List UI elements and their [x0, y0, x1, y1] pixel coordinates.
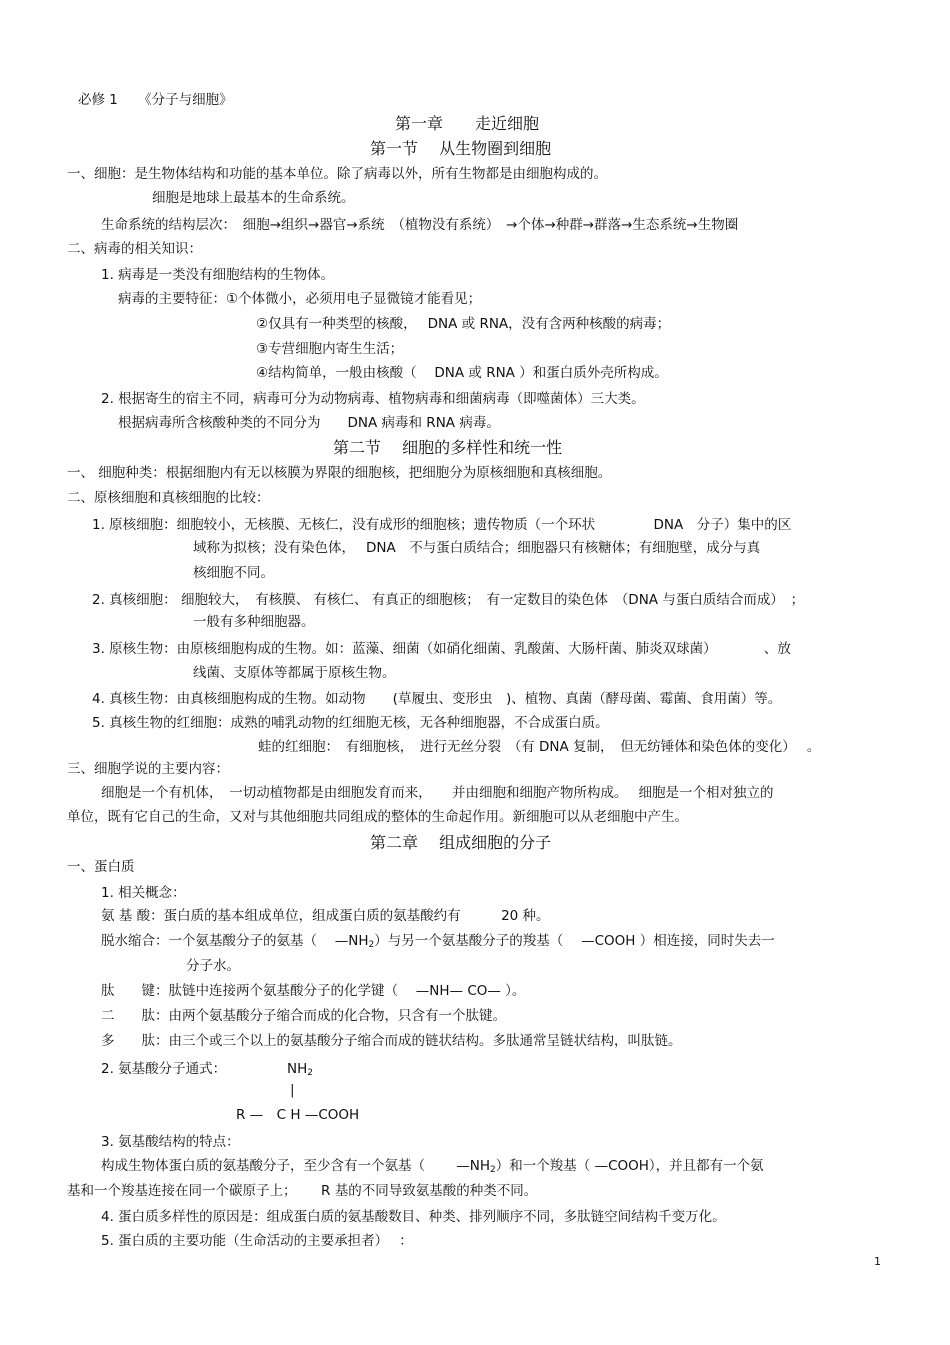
page-number: 1: [874, 1255, 881, 1268]
cell-theory-heading: 三、细胞学说的主要内容：: [67, 761, 229, 777]
eukaryote-cell-line-1: 2. 真核细胞： 细胞较大， 有核膜、 有核仁、 有真正的细胞核； 有一定数目的染色体 （DNA 与蛋白质结合而成） ；: [92, 592, 805, 608]
cell-theory-line-2: 单位，既有它自己的生命，又对与其他细胞共同组成的整体的生命起作用。新细胞可以从老细胞中产生。: [67, 809, 688, 825]
formula-nh2: [287, 1060, 313, 1082]
dehydration-text-a: 脱水缩合：一个氨基酸分子的氨基（ —NH: [101, 933, 369, 949]
formula-main-chain: R — C H —COOH: [236, 1107, 360, 1123]
cell-theory-line-1: 细胞是一个有机体， 一切动植物都是由细胞发育而来， 并由细胞和细胞产物所构成。 细胞是一个相对独立的: [101, 785, 774, 801]
virus-item-1: 1. 病毒是一类没有细胞结构的生物体。: [101, 267, 335, 283]
amino-acid-definition: 氨 基 酸：蛋白质的基本组成单位，组成蛋白质的氨基酸约有 20 种。: [101, 908, 550, 924]
features-text-b: ）和一个羧基（ —COOH），并且都有一个氨: [495, 1158, 764, 1174]
polypeptide: 多 肽：由三个或三个以上的氨基酸分子缩合而成的链状结构。多肽通常呈链状结构，叫肽链。: [101, 1033, 682, 1049]
prokaryote-organism-line-2: 线菌、支原体等都属于原核生物。: [193, 665, 396, 681]
virus-heading: 二、病毒的相关知识：: [67, 241, 202, 257]
protein-functions: 5. 蛋白质的主要功能（生命活动的主要承担者） ：: [101, 1233, 413, 1249]
chapter-1-title: 第一章 走近细胞: [395, 114, 540, 133]
protein-diversity: 4. 蛋白质多样性的原因是：组成蛋白质的氨基酸数目、种类、排列顺序不同，多肽链空间结构千变万化。: [101, 1209, 726, 1225]
amino-acid-features-line-1: [101, 1157, 764, 1179]
features-text-a: 构成生物体蛋白质的氨基酸分子，至少含有一个氨基（ —NH: [101, 1158, 491, 1174]
virus-feature-1: 病毒的主要特征：①个体微小，必须用电子显微镜才能看见；: [118, 291, 482, 307]
virus-feature-2: ②仅具有一种类型的核酸， DNA 或 RNA，没有含两种核酸的病毒；: [256, 316, 671, 332]
prokaryote-cell-line-2: 域称为拟核；没有染色体， DNA 不与蛋白质结合；细胞器只有核糖体；有细胞壁，成分与真: [193, 540, 761, 556]
virus-feature-3: ③专营细胞内寄生生活；: [256, 341, 404, 357]
virus-item-2: 2. 根据寄生的宿主不同，病毒可分为动物病毒、植物病毒和细菌病毒（即噬菌体）三大类。: [101, 391, 645, 407]
amino-acid-features-heading: 3. 氨基酸结构的特点：: [101, 1134, 240, 1150]
life-system-levels: 生命系统的结构层次： 细胞→组织→器官→系统 （植物没有系统） →个体→种群→群落→生态系统→生物圈: [101, 217, 739, 233]
protein-heading: 一、蛋白质: [67, 859, 135, 875]
subscript-2b: 2: [490, 1165, 496, 1175]
cell-basic-system: 细胞是地球上最基本的生命系统。: [152, 190, 355, 206]
virus-feature-4: ④结构简单，一般由核酸（ DNA 或 RNA ）和蛋白质外壳所构成。: [256, 365, 668, 381]
section-2-title: 第二节 细胞的多样性和统一性: [333, 438, 563, 457]
cell-definition: 一、细胞：是生物体结构和功能的基本单位。除了病毒以外，所有生物都是由细胞构成的。: [67, 166, 607, 182]
eukaryote-organism: 4. 真核生物：由真核细胞构成的生物。如动物 (草履虫、变形虫 )、植物、真菌（酵母菌、霉菌、食用菌）等。: [92, 691, 782, 707]
formula-bond: |: [290, 1082, 295, 1098]
dehydration-text-b: ）与另一个氨基酸分子的羧基（ —COOH ）相连接，同时失去一: [374, 933, 775, 949]
comparison-heading: 二、原核细胞和真核细胞的比较：: [67, 490, 270, 506]
prokaryote-cell-line-1: 1. 原核细胞：细胞较小，无核膜、无核仁，没有成形的细胞核；遗传物质（一个环状 DNA 分子）集中的区: [92, 517, 792, 533]
dehydration-line-1: [101, 932, 775, 954]
prokaryote-organism-line-1: 3. 原核生物：由原核细胞构成的生物。如：蓝藻、细菌（如硝化细菌、乳酸菌、大肠杆菌、肺炎双球菌） 、放: [92, 641, 791, 657]
concepts-heading: 1. 相关概念：: [101, 885, 186, 901]
prokaryote-cell-line-3: 核细胞不同。: [193, 565, 274, 581]
book-title: 必修 1 《分子与细胞》: [78, 92, 233, 108]
formula-nh: NH: [287, 1061, 308, 1077]
peptide-bond: 肽 键：肽链中连接两个氨基酸分子的化学键（ —NH— CO— ）。: [101, 983, 526, 999]
eukaryote-cell-line-2: 一般有多种细胞器。: [193, 614, 315, 630]
section-1-title: 第一节 从生物圈到细胞: [370, 139, 552, 158]
amino-acid-features-line-2: 基和一个羧基连接在同一个碳原子上； R 基的不同导致氨基酸的种类不同。: [67, 1183, 538, 1199]
formula-heading: 2. 氨基酸分子通式：: [101, 1061, 227, 1077]
cell-types: 一、 细胞种类：根据细胞内有无以核膜为界限的细胞核，把细胞分为原核细胞和真核细胞。: [67, 465, 612, 481]
red-blood-cell: 5. 真核生物的红细胞：成熟的哺乳动物的红细胞无核，无各种细胞器，不合成蛋白质。: [92, 715, 609, 731]
frog-red-blood-cell: 蛙的红细胞： 有细胞核， 进行无丝分裂 （有 DNA 复制， 但无纺锤体和染色体的变化） 。: [258, 739, 821, 755]
chapter-2-title: 第二章 组成细胞的分子: [370, 833, 552, 852]
formula-subscript: 2: [307, 1068, 313, 1078]
subscript-2: 2: [368, 940, 375, 950]
dipeptide: 二 肽：由两个氨基酸分子缩合而成的化合物，只含有一个肽键。: [101, 1008, 506, 1024]
virus-nucleic-types: 根据病毒所含核酸种类的不同分为 DNA 病毒和 RNA 病毒。: [118, 415, 500, 431]
dehydration-line-2: 分子水。: [186, 958, 240, 974]
